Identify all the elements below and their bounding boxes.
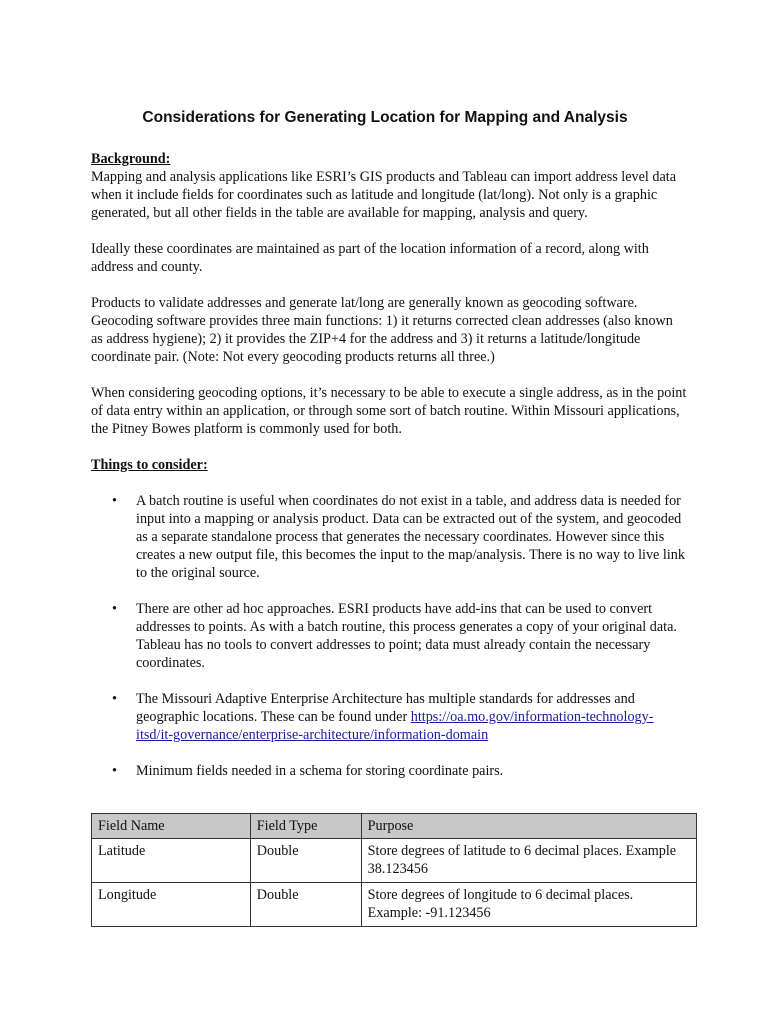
list-item-text: Minimum fields needed in a schema for storing coordinate pairs.	[136, 763, 504, 779]
column-header-purpose: Purpose	[361, 814, 696, 839]
information-domain-link[interactable]: https://oa.mo.gov/information-technology-itsd/it-governance/enterprise-architecture/information-domain	[136, 709, 654, 743]
background-paragraph-3: Products to validate addresses and generate lat/long are generally known as geocoding software. Geocoding software provides three main functions: 1) it returns corrected clean addresses (also known as address hygiene); 2) it provides the ZIP+4 for the address and 3) it returns a latitude/longitude coordinate pair. (Note: Not every geocoding products returns all three.)	[91, 295, 673, 365]
table-row	[92, 883, 697, 927]
background-paragraph-2: Ideally these coordinates are maintained as part of the location information of a record, along with address and county.	[91, 241, 649, 275]
background-paragraph-1: Mapping and analysis applications like ESRI’s GIS products and Tableau can import address level data when it include fields for coordinates such as latitude and longitude (lat/long). Not only is a graphic generated, but all other fields in the table are available for mapping, analysis and query.	[91, 169, 677, 221]
table-header-row	[92, 814, 697, 839]
list-item	[91, 690, 687, 744]
bullet-icon: •	[112, 601, 117, 617]
table-cell: Longitude	[92, 883, 251, 927]
background-heading: Background:	[91, 151, 171, 167]
bullet-icon: •	[112, 763, 117, 779]
bullet-icon: •	[112, 493, 117, 509]
coordinate-schema-table	[91, 813, 697, 927]
list-item	[91, 762, 687, 780]
table-cell: Store degrees of longitude to 6 decimal places. Example: -91.123456	[361, 883, 696, 927]
table-cell: Latitude	[92, 839, 251, 883]
list-item-text: A batch routine is useful when coordinates do not exist in a table, and address data is needed for input into a mapping or analysis product. Data can be extracted out of the system, and geocoded as a separate standalone process that generates the necessary coordinates. However since this creates a new output file, this becomes the input to the map/analysis. There is no way to live link to the original source.	[136, 493, 685, 581]
considerations-heading: Things to consider:	[91, 457, 208, 473]
column-header-field-name: Field Name	[92, 814, 251, 839]
column-header-field-type: Field Type	[250, 814, 361, 839]
list-item	[91, 492, 687, 582]
bullet-icon: •	[112, 691, 117, 707]
background-paragraph-4: When considering geocoding options, it’s necessary to be able to execute a single address, as in the point of data entry within an application, or through some sort of batch routine. Within Missouri applications, the Pitney Bowes platform is commonly used for both.	[91, 385, 687, 437]
table-cell: Double	[250, 883, 361, 927]
list-item-text: The Missouri Adaptive Enterprise Architecture has multiple standards for addresses and geographic locations. These can be found under	[136, 691, 635, 725]
list-item	[91, 600, 687, 672]
page-title: Considerations for Generating Location for Mapping and Analysis	[142, 109, 628, 126]
table-row	[92, 839, 697, 883]
table-cell: Double	[250, 839, 361, 883]
considerations-list	[91, 492, 687, 780]
table-cell: Store degrees of latitude to 6 decimal places. Example 38.123456	[361, 839, 696, 883]
list-item-text: There are other ad hoc approaches. ESRI products have add-ins that can be used to convert addresses to points. As with a batch routine, this process generates a copy of your original data. Tableau has no tools to convert addresses to point; data must already contain the necessary coordinates.	[136, 601, 677, 671]
document-body	[91, 150, 687, 798]
